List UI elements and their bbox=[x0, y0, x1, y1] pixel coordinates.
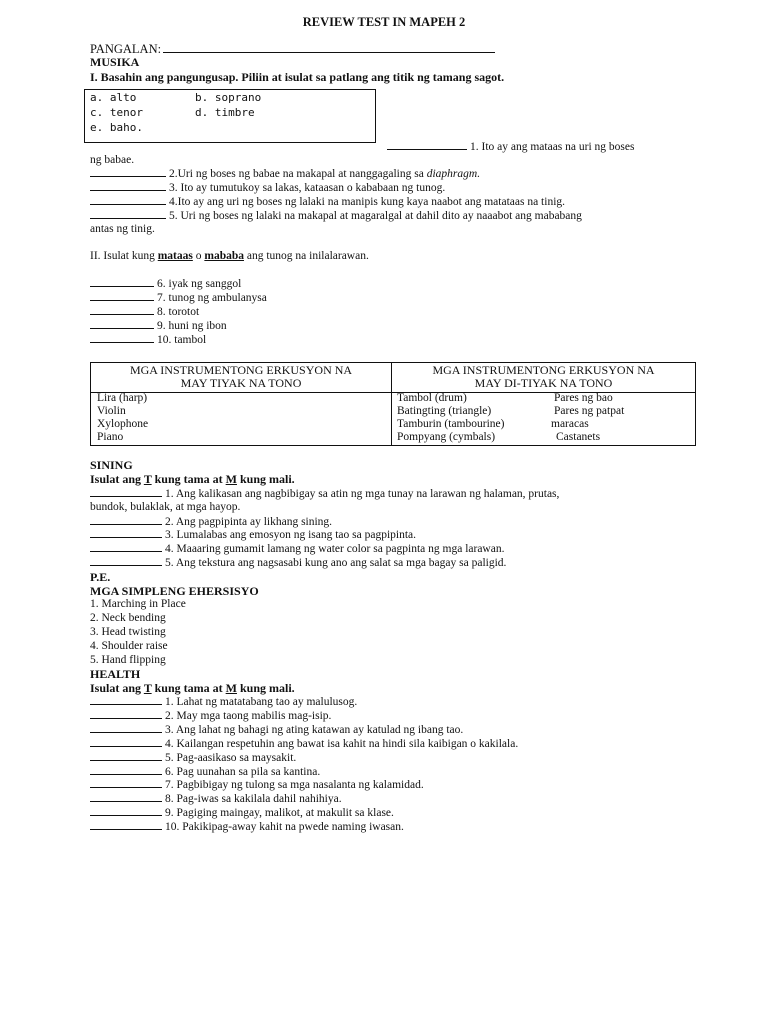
answer-blank[interactable] bbox=[90, 181, 166, 191]
keyword-t: T bbox=[143, 681, 152, 695]
table-cell: Tambol (drum) bbox=[397, 392, 467, 404]
answer-blank[interactable] bbox=[90, 806, 162, 816]
answer-blank[interactable] bbox=[90, 737, 162, 747]
list-item bbox=[90, 319, 227, 332]
list-item bbox=[90, 333, 206, 346]
list-item: 2. Neck bending bbox=[90, 612, 166, 624]
question-text: 5. Ang tekstura ang nagsasabi kung ano ang salat sa mga bagay sa paligid. bbox=[165, 557, 507, 569]
item-text: 7. tunog ng ambulanysa bbox=[157, 292, 267, 304]
item-text: 10. tambol bbox=[157, 334, 207, 346]
name-blank-line[interactable] bbox=[163, 41, 495, 53]
musika-q5-continued: antas ng tinig. bbox=[90, 223, 155, 235]
instruction-text: ang tunog na inilalarawan. bbox=[246, 250, 369, 262]
instruction-text: Isulat ang bbox=[90, 681, 142, 695]
keyword-mataas: mataas bbox=[157, 250, 193, 262]
list-item bbox=[90, 277, 241, 290]
keyword-t: T bbox=[143, 472, 152, 486]
table-header-di-tiyak bbox=[392, 363, 695, 393]
answer-blank[interactable] bbox=[90, 820, 162, 830]
list-item bbox=[90, 723, 463, 736]
question-term: diaphragm. bbox=[426, 168, 481, 180]
choice-a: a. alto bbox=[90, 91, 137, 104]
answer-blank[interactable] bbox=[90, 515, 162, 525]
table-cell: Pares ng patpat bbox=[554, 405, 625, 417]
pe-subheading: MGA SIMPLENG EHERSISYO bbox=[90, 584, 259, 598]
table-header-tiyak bbox=[91, 363, 391, 393]
question-text: 3. Lumalabas ang emosyon ng isang tao sa pagpipinta. bbox=[165, 529, 417, 541]
instruction-text: kung tama at bbox=[154, 681, 223, 695]
table-cell: Pares ng bao bbox=[554, 392, 613, 404]
musika-q1-continued: ng babae. bbox=[90, 154, 135, 166]
answer-blank[interactable] bbox=[90, 291, 154, 301]
choice-c: c. tenor bbox=[90, 106, 143, 119]
table-cell: Castanets bbox=[556, 431, 601, 443]
instruction-text: kung tama at bbox=[154, 472, 223, 486]
list-item bbox=[90, 556, 506, 569]
answer-blank[interactable] bbox=[90, 319, 154, 329]
sining-q1-continued: bundok, bulaklak, at mga hayop. bbox=[90, 501, 241, 513]
list-item bbox=[90, 515, 332, 528]
musika-part2-instruction bbox=[90, 250, 369, 262]
musika-q3-line bbox=[90, 181, 445, 194]
keyword-m: M bbox=[225, 472, 237, 486]
health-heading: HEALTH bbox=[90, 667, 141, 681]
question-text: 10. Pakikipag-away kahit na pwede naming iwasan. bbox=[165, 821, 404, 833]
question-text: 8. Pag-iwas sa kakilala dahil nahihiya. bbox=[165, 793, 342, 805]
table-cell: Violin bbox=[97, 405, 126, 417]
list-item bbox=[90, 291, 267, 304]
answer-blank[interactable] bbox=[90, 277, 154, 287]
answer-blank[interactable] bbox=[90, 765, 162, 775]
question-text: 1. Lahat ng matatabang tao ay malulusog. bbox=[165, 696, 358, 708]
instruction-text: kung mali. bbox=[239, 472, 295, 486]
list-item: 4. Shoulder raise bbox=[90, 640, 168, 652]
table-cell: maracas bbox=[551, 418, 589, 430]
header-line: MGA INSTRUMENTONG ERKUSYON NA bbox=[129, 363, 353, 377]
question-text: 2. May mga taong mabilis mag-isip. bbox=[165, 710, 332, 722]
item-text: 8. torotot bbox=[157, 306, 200, 318]
sining-q1-line bbox=[90, 487, 559, 500]
instruction-text: o bbox=[195, 250, 202, 262]
choices-box bbox=[84, 89, 376, 143]
header-line: MAY DI-TIYAK NA TONO bbox=[474, 376, 613, 390]
list-item bbox=[90, 305, 199, 318]
musika-heading: MUSIKA bbox=[90, 55, 140, 69]
answer-blank[interactable] bbox=[90, 695, 162, 705]
answer-blank[interactable] bbox=[90, 542, 162, 552]
musika-q5-line bbox=[90, 209, 582, 222]
answer-blank[interactable] bbox=[90, 195, 166, 205]
choice-d: d. timbre bbox=[195, 106, 255, 119]
list-item: 5. Hand flipping bbox=[90, 654, 166, 666]
instruction-text: II. Isulat kung bbox=[90, 250, 155, 262]
question-text: 1. Ang kalikasan ang nagbibigay sa atin ng mga tunay na larawan ng halaman, prutas, bbox=[165, 488, 560, 500]
sining-instruction bbox=[90, 472, 295, 487]
instruction-text: kung mali. bbox=[239, 681, 295, 695]
musika-part1-instruction: I. Basahin ang pangungusap. Piliin at isulat sa patlang ang titik ng tamang sagot. bbox=[90, 70, 505, 84]
list-item bbox=[90, 778, 424, 791]
page-title: REVIEW TEST IN MAPEH 2 bbox=[302, 15, 466, 29]
list-item bbox=[90, 765, 320, 778]
list-item: 3. Head twisting bbox=[90, 626, 166, 638]
table-cell: Xylophone bbox=[97, 418, 149, 430]
answer-blank[interactable] bbox=[90, 723, 162, 733]
name-label: PANGALAN: bbox=[90, 42, 162, 56]
musika-q1-line bbox=[387, 140, 634, 153]
keyword-mababa: mababa bbox=[204, 250, 244, 262]
list-item bbox=[90, 806, 394, 819]
question-text: 1. Ito ay ang mataas na uri ng boses bbox=[470, 141, 635, 153]
list-item bbox=[90, 737, 518, 750]
item-text: 9. huni ng ibon bbox=[157, 320, 227, 332]
list-item bbox=[90, 542, 504, 555]
question-text: 7. Pagbibigay ng tulong sa mga nasalanta ng kalamidad. bbox=[165, 779, 424, 791]
item-text: 6. iyak ng sanggol bbox=[157, 278, 242, 290]
list-item bbox=[90, 751, 296, 764]
answer-blank[interactable] bbox=[90, 709, 162, 719]
question-text: 3. Ito ay tumutukoy sa lakas, kataasan o kababaan ng tunog. bbox=[169, 182, 446, 194]
question-text: 3. Ang lahat ng bahagi ng ating katawan ay katulad ng ibang tao. bbox=[165, 724, 464, 736]
header-line: MAY TIYAK NA TONO bbox=[180, 376, 302, 390]
instrument-table bbox=[90, 362, 696, 446]
answer-blank[interactable] bbox=[90, 778, 162, 788]
list-item bbox=[90, 528, 416, 541]
table-cell: Pompyang (cymbals) bbox=[397, 431, 496, 443]
table-column-tiyak bbox=[91, 363, 392, 445]
answer-blank[interactable] bbox=[90, 528, 162, 538]
answer-blank[interactable] bbox=[90, 167, 166, 177]
answer-blank[interactable] bbox=[90, 209, 166, 219]
instruction-text: Isulat ang bbox=[90, 472, 142, 486]
answer-blank[interactable] bbox=[90, 792, 162, 802]
header-line: MGA INSTRUMENTONG ERKUSYON NA bbox=[432, 363, 655, 377]
musika-q2-line bbox=[90, 167, 480, 180]
question-text: 2. Ang pagpipinta ay likhang sining. bbox=[165, 516, 333, 528]
question-text: 6. Pag uunahan sa pila sa kantina. bbox=[165, 766, 321, 778]
pe-heading: P.E. bbox=[90, 570, 111, 584]
list-item bbox=[90, 820, 404, 833]
list-item bbox=[90, 709, 331, 722]
musika-q4-line bbox=[90, 195, 565, 208]
list-item: 1. Marching in Place bbox=[90, 598, 186, 610]
list-item bbox=[90, 792, 342, 805]
question-text: 4.Ito ay ang uri ng boses ng lalaki na manipis kung kaya naabot ang matataas na tinig. bbox=[169, 196, 566, 208]
question-text: 9. Pagiging maingay, malikot, at makulit sa klase. bbox=[165, 807, 394, 819]
question-text: 5. Uri ng boses ng lalaki na makapal at magaralgal at dahil dito ay naaabot ang mababang bbox=[169, 210, 582, 222]
choice-b: b. soprano bbox=[195, 91, 262, 104]
table-column-di-tiyak bbox=[392, 363, 695, 445]
question-text: 4. Maaaring gumamit lamang ng water color sa pagpinta ng mga larawan. bbox=[165, 543, 505, 555]
question-text: 4. Kailangan respetuhin ang bawat isa kahit na hindi sila kaibigan o kakilala. bbox=[165, 738, 519, 750]
answer-blank[interactable] bbox=[90, 556, 162, 566]
choice-e: e. baho. bbox=[90, 121, 143, 134]
answer-blank[interactable] bbox=[387, 140, 467, 150]
table-cell: Piano bbox=[97, 431, 124, 443]
sining-heading: SINING bbox=[90, 458, 133, 472]
question-text: 5. Pag-aasikaso sa maysakit. bbox=[165, 752, 297, 764]
table-cell: Tamburin (tambourine) bbox=[397, 418, 505, 430]
answer-blank[interactable] bbox=[90, 333, 154, 343]
question-text: 2.Uri ng boses ng babae na makapal at nanggagaling sa bbox=[169, 168, 424, 180]
list-item bbox=[90, 695, 357, 708]
health-instruction bbox=[90, 681, 295, 696]
answer-blank[interactable] bbox=[90, 487, 162, 497]
table-cell: Lira (harp) bbox=[97, 392, 148, 404]
answer-blank[interactable] bbox=[90, 305, 154, 315]
answer-blank[interactable] bbox=[90, 751, 162, 761]
table-cell: Batingting (triangle) bbox=[397, 405, 492, 417]
name-field-row bbox=[90, 41, 495, 57]
keyword-m: M bbox=[225, 681, 237, 695]
